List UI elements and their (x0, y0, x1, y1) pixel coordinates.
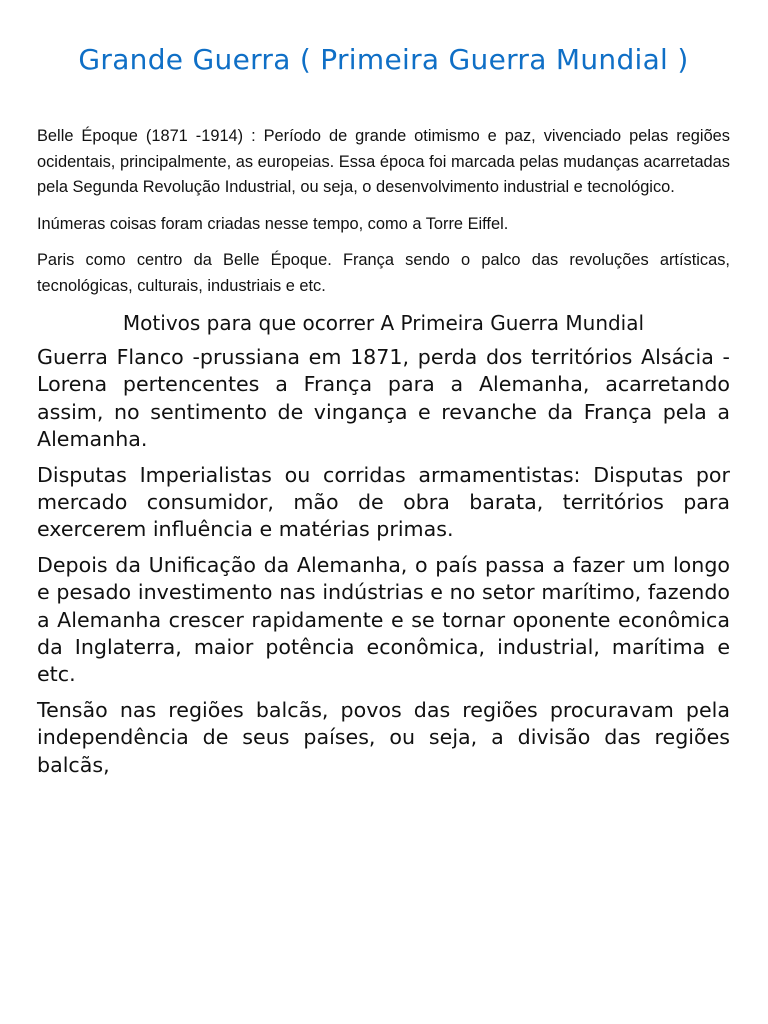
intro-paragraph-inventions: Inúmeras coisas foram criadas nesse tempo, como a Torre Eiffel. (37, 214, 509, 233)
intro-section (37, 124, 730, 299)
document-page (37, 40, 730, 787)
cause-paragraph-balkans: Tensão nas regiões balcãs, povos das regiões procuravam pela independência de seus países, ou seja, a divisão das regiões balcãs, (37, 697, 730, 777)
cause-paragraph-imperialism: Disputas Imperialistas ou corridas armamentistas: Disputas por mercado consumidor, mão de obra barata, territórios para exercerem influência e matérias primas. (37, 462, 730, 542)
document-title: Grande Guerra ( Primeira Guerra Mundial ) (78, 43, 689, 76)
intro-paragraph-paris: Paris como centro da Belle Époque. França sendo o palco das revoluções artísticas, tecnológicas, culturais, industriais e etc. (37, 251, 730, 295)
cause-paragraph-german-unification: Depois da Unificação da Alemanha, o país passa a fazer um longo e pesado investimento nas indústrias e no setor marítimo, fazendo a Alemanha crescer rapidamente e se tornar oponente econômica da Inglaterra, maior potência econômica, industrial, marítima e etc. (37, 552, 730, 687)
cause-paragraph-franco-prussian-war: Guerra Flanco -prussiana em 1871, perda dos territórios Alsácia -Lorena pertencentes a França para a Alemanha, acarretando assim, no sentimento de vingança e revanche da França pela a Alemanha. (37, 345, 730, 452)
section-heading: Motivos para que ocorrer A Primeira Guerra Mundial (122, 311, 645, 335)
causes-section (37, 344, 730, 779)
intro-paragraph-belle-epoque: Belle Époque (1871 -1914) : Período de grande otimismo e paz, vivenciado pelas regiões ocidentais, principalmente, as europeias. Essa época foi marcada pelas mudanças acarretadas pela Segunda Revolução Industrial, ou seja, o desenvolvimento industrial e tecnológico. (37, 127, 730, 196)
